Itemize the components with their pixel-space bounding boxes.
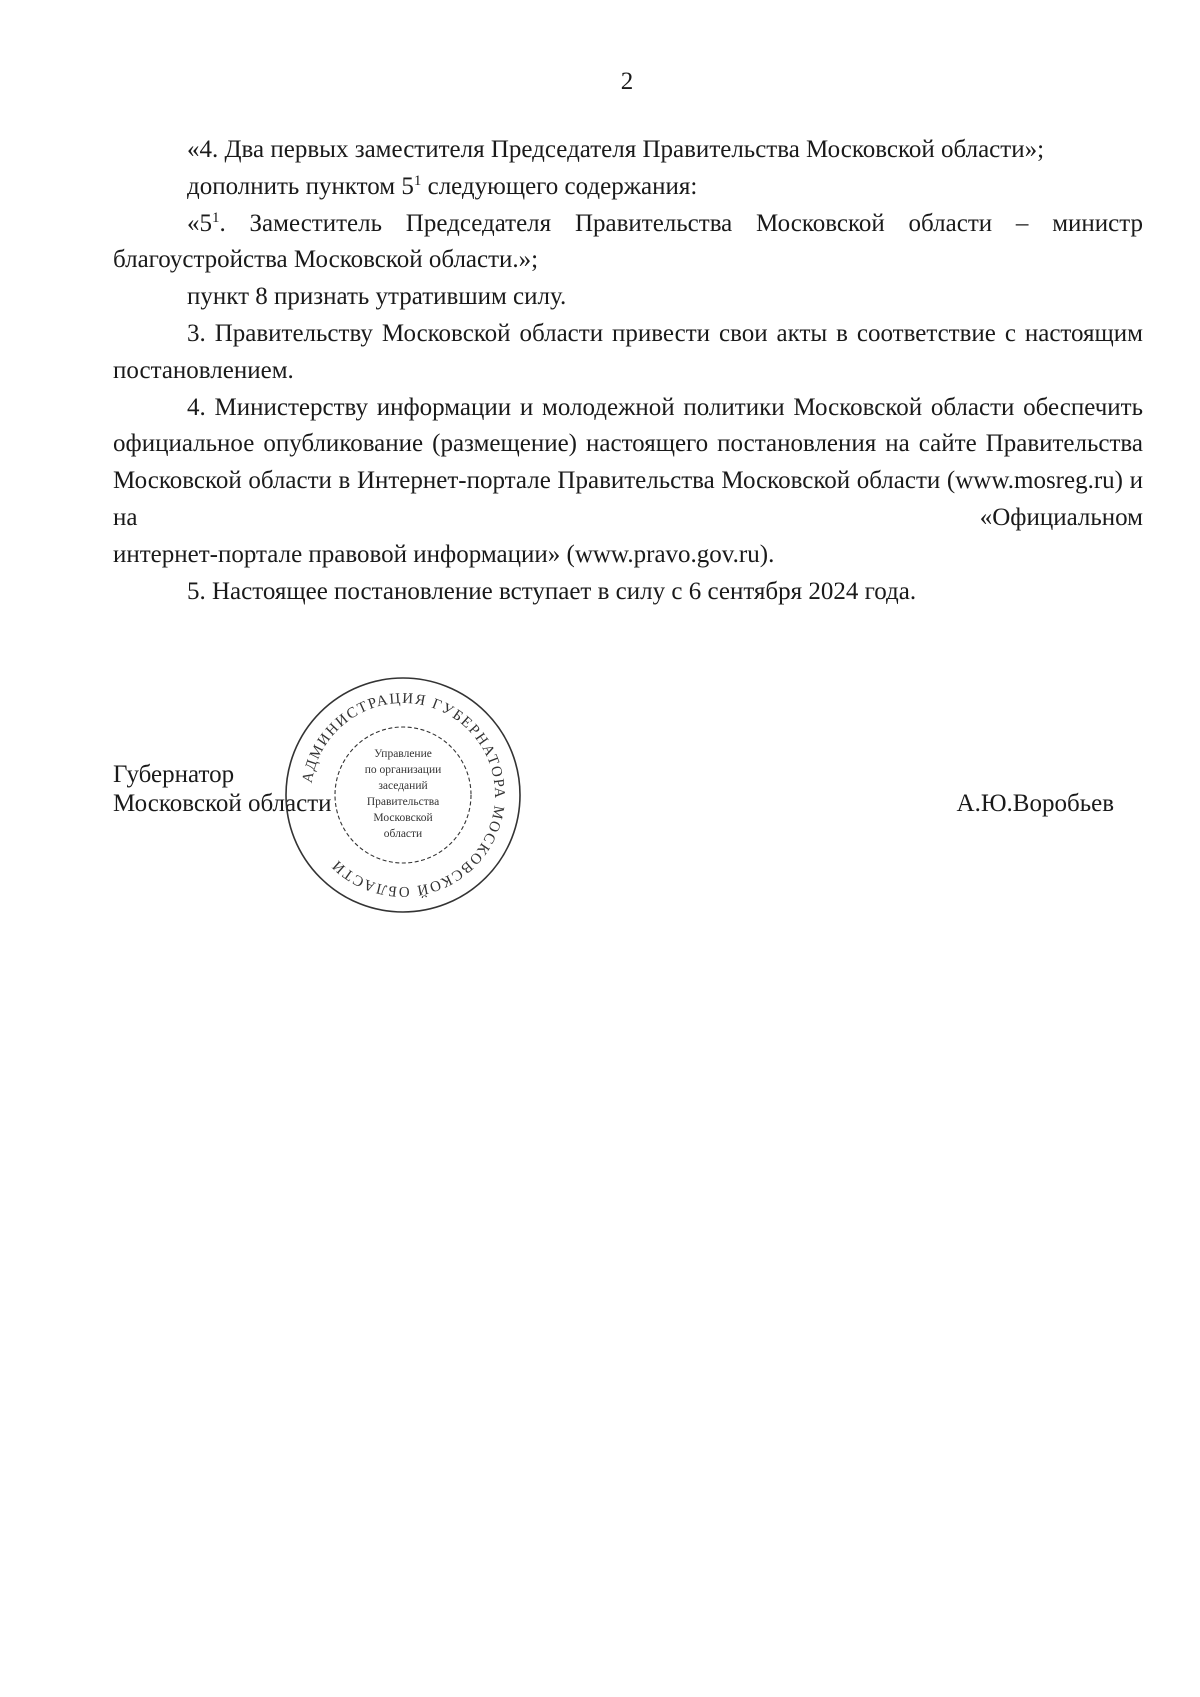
seal-ring-text-path: АДМИНИСТРАЦИЯ ГУБЕРНАТОРА МОСКОВСКОЙ ОБЛАСТИ xyxy=(299,690,508,900)
document-body xyxy=(113,132,1143,610)
seal-inner-line-6: области xyxy=(383,828,423,840)
paragraph-item-4-continuation xyxy=(113,537,1143,574)
signatory-title-line-1: Губернатор xyxy=(113,761,235,788)
seal-outer-ring xyxy=(286,678,520,912)
paragraph-point-8-text: пункт 8 признать утратившим силу. xyxy=(187,283,567,311)
superscript: 1 xyxy=(413,172,422,189)
paragraph-add-point xyxy=(113,169,1143,206)
paragraph-first-deputies xyxy=(113,132,1143,169)
paragraph-add-point-text-before: дополнить пунктом 5 xyxy=(187,172,414,200)
official-seal xyxy=(282,674,524,916)
seal-inner-line-5: Московской xyxy=(373,812,433,824)
paragraph-item-3-text: 3. Правительству Московской области привести свои акты в соответствие с настоящим постановлением. xyxy=(113,319,1143,384)
paragraph-point-5-1-text-before: «5 xyxy=(187,209,212,237)
paragraph-first-deputies-text: «4. Два первых заместителя Председателя Правительства Московской области»; xyxy=(187,136,1045,163)
paragraph-point-8 xyxy=(113,279,1143,316)
paragraph-item-5-text: 5. Настоящее постановление вступает в силу с 6 сентября 2024 года. xyxy=(187,577,917,605)
paragraph-item-3 xyxy=(113,316,1143,390)
paragraph-add-point-text-after: следующего содержания: xyxy=(421,172,698,200)
paragraph-item-4-continuation-text: интернет-портале правовой информации» (www.pravo.gov.ru). xyxy=(113,540,775,568)
paragraph-point-5-1-text-after: . Заместитель Председателя Правительства Московской области – министр благоустройства Московской области.»; xyxy=(113,209,1143,274)
seal-inner-line-4: Правительства xyxy=(366,796,440,808)
seal-ring-text xyxy=(300,691,507,899)
seal-inner-line-2: по организации xyxy=(364,764,442,776)
paragraph-item-5 xyxy=(113,574,1143,611)
superscript: 1 xyxy=(212,209,220,226)
seal-inner-line-3: заседаний xyxy=(378,780,428,792)
signatory-title-line-2: Московской области xyxy=(113,790,332,817)
paragraph-point-5-1 xyxy=(113,206,1143,280)
paragraph-item-4 xyxy=(113,390,1143,537)
page-number: 2 xyxy=(620,68,634,95)
seal-inner-line-1: Управление xyxy=(374,748,432,760)
signatory-name: А.Ю.Воробьев xyxy=(956,790,1114,817)
paragraph-item-4-text: 4. Министерству информации и молодежной политики Московской области обеспечить официальное опубликование (размещение) настоящего постановления на сайте Правительства Московской области в Интернет-портале Правительства Московской области (www.mosreg.ru) и на «Официальном xyxy=(113,393,1143,531)
